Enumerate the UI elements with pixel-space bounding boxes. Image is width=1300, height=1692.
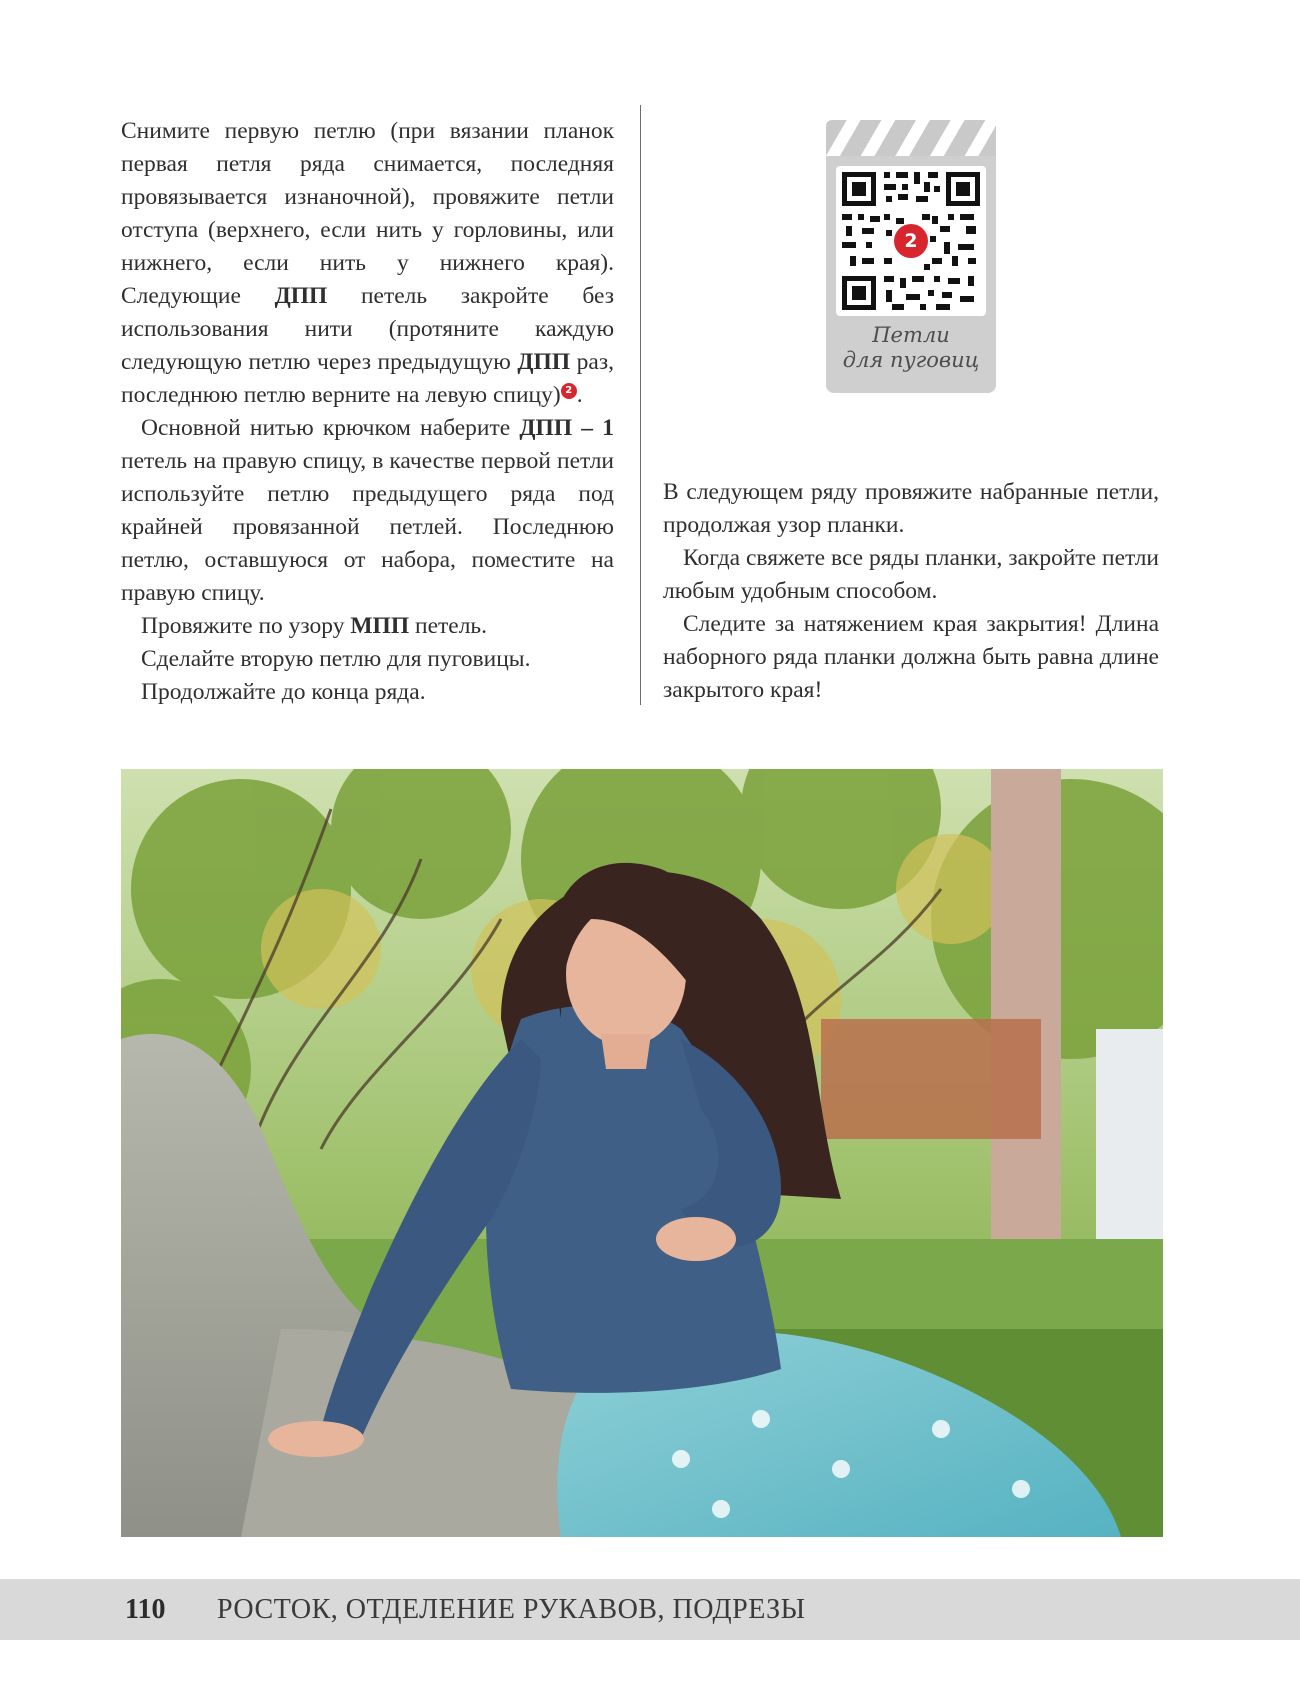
text-run: раз, последнюю петлю верните на левую спицу) — [121, 349, 615, 408]
qr-frame — [826, 156, 996, 393]
qr-code[interactable] — [836, 166, 986, 316]
abbrev-dpp: ДПП — [517, 349, 571, 375]
clapperboard-slate — [826, 120, 996, 156]
paragraph-second-buttonhole: Сделайте вторую петлю для пуговицы. — [141, 646, 531, 672]
page-number: 110 — [125, 1594, 166, 1625]
paragraph-cast-on — [121, 412, 614, 610]
right-text-column — [663, 476, 1159, 707]
abbrev-dpp-minus-1: ДПП – 1 — [519, 415, 614, 441]
abbrev-mpp: МПП — [350, 613, 410, 639]
page-footer — [0, 1579, 1300, 1640]
text-run: петель. — [409, 613, 488, 639]
text-run: петель на правую спицу, в качестве первой петли используйте петлю предыдущего ряда под крайней провязанной петлей. Последнюю петлю, оставшуюся от набора, поместите на правую спицу. — [121, 448, 614, 606]
photo-woman-in-cardigan — [121, 769, 1163, 1537]
paragraph-next-row: В следующем ряду провяжите набранные петли, продолжая узор планки. — [663, 479, 1159, 538]
text-run: Основной нитью крючком наберите — [141, 415, 520, 441]
text-run: . — [576, 382, 583, 408]
text-run: Провяжите по узору — [141, 613, 351, 639]
qr-caption — [826, 323, 996, 373]
photo-illustration — [121, 769, 1163, 1537]
qr-caption-line1: Петли — [872, 323, 950, 347]
abbrev-dpp: ДПП — [274, 283, 328, 309]
qr-video-card[interactable] — [826, 120, 996, 393]
column-divider — [640, 105, 641, 705]
text-run: петель закройте без использования нити (протяните каждую следующую петлю через предыдущую — [121, 283, 614, 375]
text-run: Снимите первую петлю (при вязании планок первая петля ряда снимается, последняя провязывается изнаночной), провяжите петли отступа (верхнего, если нить у горловины, или нижнего, если нить у нижнего края). Следующие — [121, 118, 614, 309]
paragraph-continue-row: Продолжайте до конца ряда. — [141, 679, 426, 705]
qr-badge: 2 — [904, 230, 918, 252]
chapter-title: РОСТОК, ОТДЕЛЕНИЕ РУКАВОВ, ПОДРЕЗЫ — [217, 1594, 806, 1625]
left-text-column — [121, 115, 614, 709]
video-ref-badge: 2 — [561, 383, 577, 399]
paragraph-bind-off: Когда свяжете все ряды планки, закройте петли любым удобным способом. — [663, 545, 1159, 604]
paragraph-tension-note: Следите за натяжением края закрытия! Длина наборного ряда планки должна быть равна длине закрытого края! — [663, 611, 1159, 703]
paragraph-knit-pattern — [121, 610, 614, 643]
qr-caption-line2: для пуговиц — [842, 348, 980, 372]
paragraph-cast-off — [121, 115, 614, 412]
